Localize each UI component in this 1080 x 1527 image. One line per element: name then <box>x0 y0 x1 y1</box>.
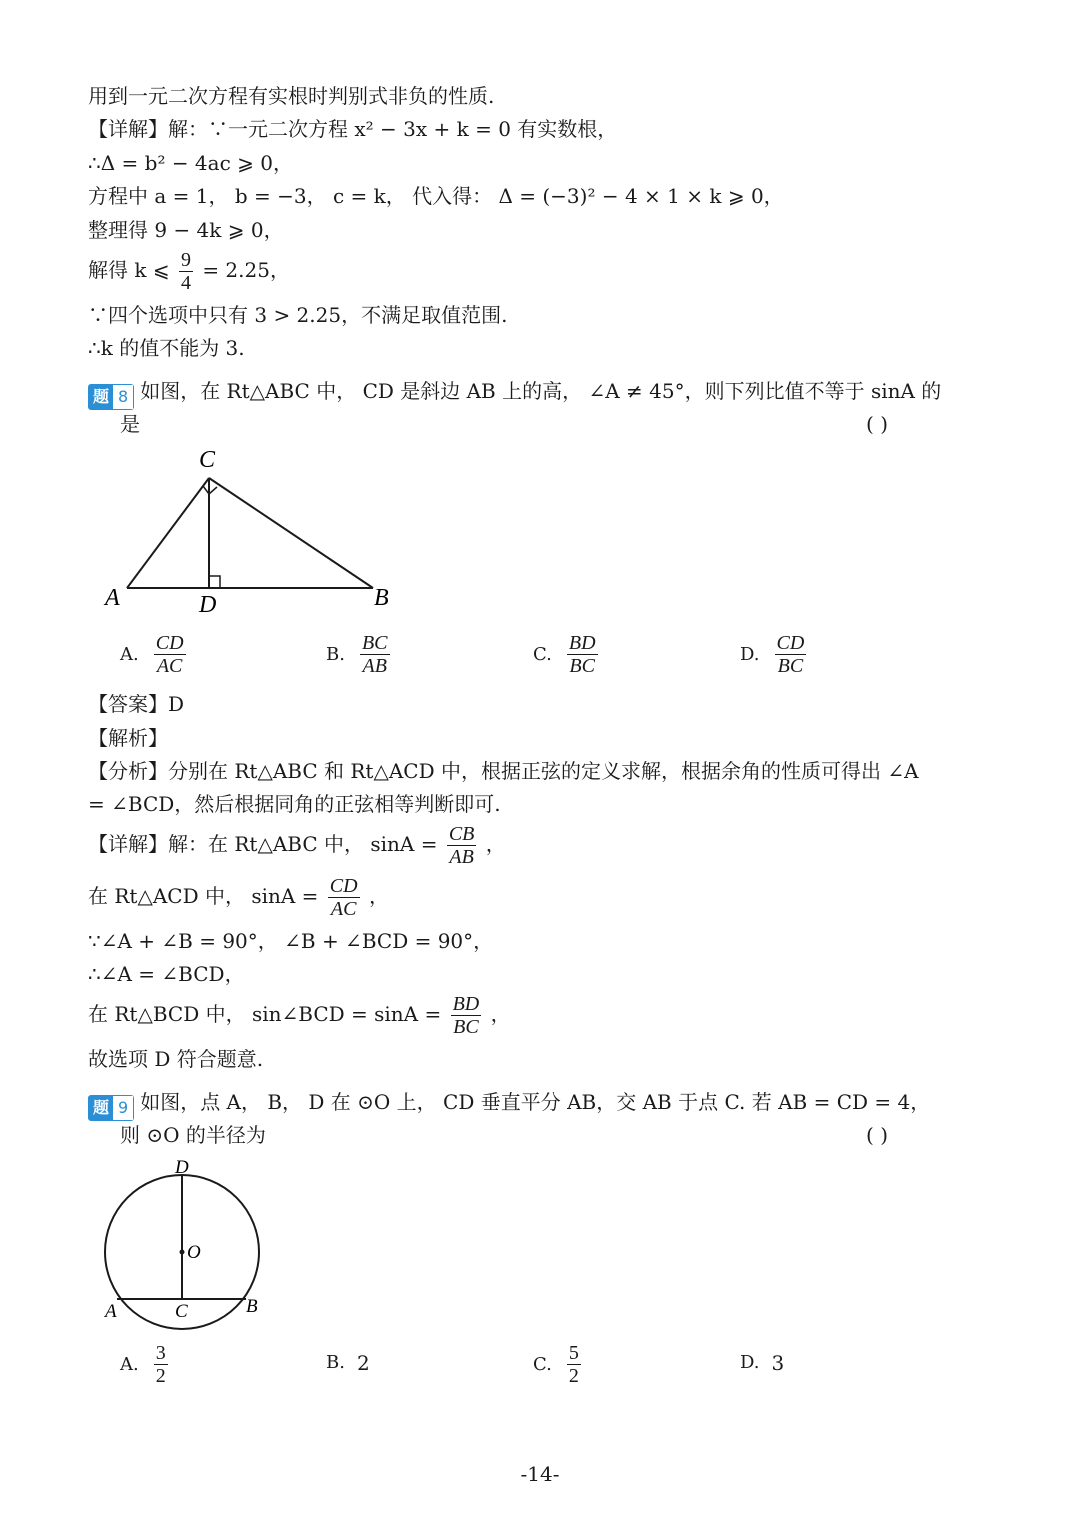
fraction-numerator: 3 <box>155 1342 166 1364</box>
fraction-numerator: CD <box>155 632 184 654</box>
prev-line-2: 【详解】解：∵一元二次方程 x² − 3x + k = 0 有实数根， <box>88 117 618 141</box>
q9-option-c[interactable] <box>533 1342 584 1387</box>
option-fraction <box>567 632 598 677</box>
center-dot <box>180 1250 185 1255</box>
fraction-cd-ac <box>328 875 360 920</box>
option-fraction <box>154 1342 168 1387</box>
q8-option-d[interactable] <box>740 632 809 677</box>
q8-badge <box>88 384 134 410</box>
q9-option-d[interactable] <box>740 1349 784 1377</box>
q8-badge-label: 题 <box>89 385 113 409</box>
q8-stem-line-1 <box>88 377 984 410</box>
prev-line-6-post: = 2.25， <box>202 258 290 282</box>
prev-line-5: 整理得 9 − 4k ⩾ 0， <box>88 218 284 242</box>
option-fraction <box>775 632 807 677</box>
prev-line-4: 方程中 a = 1， b = −3， c = k， 代入得： Δ = (−3)² − 4 × 1 × k ⩾ 0， <box>88 184 784 208</box>
fraction-denominator: 4 <box>180 272 191 294</box>
fraction-denominator: BC <box>777 655 804 677</box>
q8-triangle-figure <box>100 440 420 620</box>
fraction-denominator: AC <box>330 898 357 920</box>
q9-stem-line-2 <box>120 1121 984 1149</box>
fraction-denominator: 2 <box>155 1365 166 1387</box>
q8-badge-number: 8 <box>113 385 133 409</box>
fraction-bd-bc <box>451 993 482 1038</box>
option-value: 3 <box>771 1351 785 1375</box>
label-b: B <box>374 585 389 611</box>
q8-fenxi-2: = ∠BCD，然后根据同角的正弦相等判断即可. <box>88 792 501 816</box>
q8-fenxi-1: 【分析】分别在 Rt△ABC 和 Rt△ACD 中，根据正弦的定义求解，根据余角的性质可得出 ∠A <box>88 759 919 783</box>
prev-line-6 <box>88 248 984 294</box>
q9-option-b[interactable] <box>326 1349 370 1377</box>
q9-badge-number: 9 <box>113 1096 133 1120</box>
q8-detail-2-pre: 在 Rt△ACD 中， sinA = <box>88 884 319 908</box>
q8-detail-1-post: ， <box>485 832 506 856</box>
fraction-numerator: 5 <box>568 1342 579 1364</box>
label-c: C <box>175 1301 188 1322</box>
label-b: B <box>246 1296 258 1317</box>
fraction-denominator: BC <box>453 1016 479 1038</box>
option-letter: D. <box>740 1352 760 1373</box>
side-bc <box>209 478 373 588</box>
fraction-numerator: BD <box>452 993 480 1015</box>
q8-option-a[interactable] <box>120 632 189 677</box>
q9-circle-figure <box>95 1152 275 1332</box>
q8-detail-5-post: ， <box>490 1002 511 1026</box>
q8-detail-1 <box>88 822 984 868</box>
option-letter: B. <box>326 643 345 665</box>
label-d: D <box>199 592 217 618</box>
option-letter: A. <box>120 1353 139 1375</box>
q8-detail-4: ∴∠A = ∠BCD， <box>88 962 245 986</box>
label-a: A <box>105 1301 117 1322</box>
q8-detail-3: ∵∠A + ∠B = 90°， ∠B + ∠BCD = 90°， <box>88 929 494 953</box>
label-a: A <box>105 585 120 611</box>
q8-stem-text-2: 是 <box>120 412 140 436</box>
q8-stem-text-1: 如图，在 Rt△ABC 中， CD 是斜边 AB 上的高， ∠A ≠ 45°，则下列比值不等于 sinA 的 <box>140 379 942 403</box>
fraction-denominator: 2 <box>568 1365 579 1387</box>
option-value: 2 <box>356 1351 370 1375</box>
fraction-cb-ab <box>447 823 477 868</box>
q8-detail-2 <box>88 874 984 920</box>
option-fraction <box>567 1342 581 1387</box>
q8-detail-5 <box>88 992 984 1038</box>
option-letter: A. <box>120 643 139 665</box>
option-fraction <box>154 632 186 677</box>
option-letter: D. <box>740 643 760 665</box>
fraction-9-over-4 <box>179 249 193 294</box>
side-ac <box>127 478 209 588</box>
q8-option-b[interactable] <box>326 632 393 677</box>
q8-detail-1-pre: 【详解】解：在 Rt△ABC 中， sinA = <box>88 832 438 856</box>
q8-jiexi: 【解析】 <box>88 726 168 750</box>
q9-stem-text-2: 则 ⊙O 的半径为 <box>120 1123 266 1147</box>
q9-option-a[interactable] <box>120 1342 171 1387</box>
q8-stem-line-2 <box>120 410 984 438</box>
fraction-numerator: 9 <box>180 249 191 271</box>
q8-detail-6: 故选项 D 符合题意. <box>88 1047 264 1071</box>
option-letter: B. <box>326 1352 345 1373</box>
option-fraction <box>360 632 390 677</box>
q8-answer: 【答案】D <box>88 692 185 716</box>
q8-option-c[interactable] <box>533 632 601 677</box>
q9-badge <box>88 1095 134 1121</box>
q8-detail-5-pre: 在 Rt△BCD 中， sin∠BCD = sinA = <box>88 1002 442 1026</box>
fraction-denominator: AB <box>449 846 474 868</box>
fraction-denominator: AB <box>362 655 387 677</box>
label-c: C <box>199 447 216 473</box>
label-o: O <box>187 1242 201 1263</box>
fraction-numerator: CB <box>448 823 475 845</box>
page-number: -14- <box>520 1462 560 1486</box>
q9-badge-label: 题 <box>89 1096 113 1120</box>
prev-line-1: 用到一元二次方程有实根时判别式非负的性质. <box>88 84 495 108</box>
q8-detail-2-post: ， <box>368 884 389 908</box>
q9-stem-line-1 <box>88 1088 984 1121</box>
fraction-denominator: AC <box>156 655 183 677</box>
q9-stem-text-1: 如图，点 A， B， D 在 ⊙O 上， CD 垂直平分 AB，交 AB 于点 C. 若 AB = CD = 4， <box>140 1090 931 1114</box>
option-letter: C. <box>533 643 552 665</box>
prev-line-7: ∵四个选项中只有 3 > 2.25，不满足取值范围. <box>88 303 508 327</box>
fraction-numerator: BC <box>361 632 388 654</box>
prev-line-3: ∴Δ = b² − 4ac ⩾ 0， <box>88 151 293 175</box>
option-letter: C. <box>533 1353 552 1375</box>
q9-answer-paren: ( ) <box>866 1123 888 1147</box>
prev-line-6-pre: 解得 k ⩽ <box>88 258 170 282</box>
right-angle-mark-d <box>209 576 220 588</box>
fraction-numerator: BD <box>568 632 596 654</box>
fraction-denominator: BC <box>569 655 595 677</box>
fraction-numerator: CD <box>776 632 805 654</box>
label-d: D <box>175 1157 189 1178</box>
q8-answer-paren: ( ) <box>866 412 888 436</box>
prev-line-8: ∴k 的值不能为 3. <box>88 336 245 360</box>
fraction-numerator: CD <box>329 875 358 897</box>
